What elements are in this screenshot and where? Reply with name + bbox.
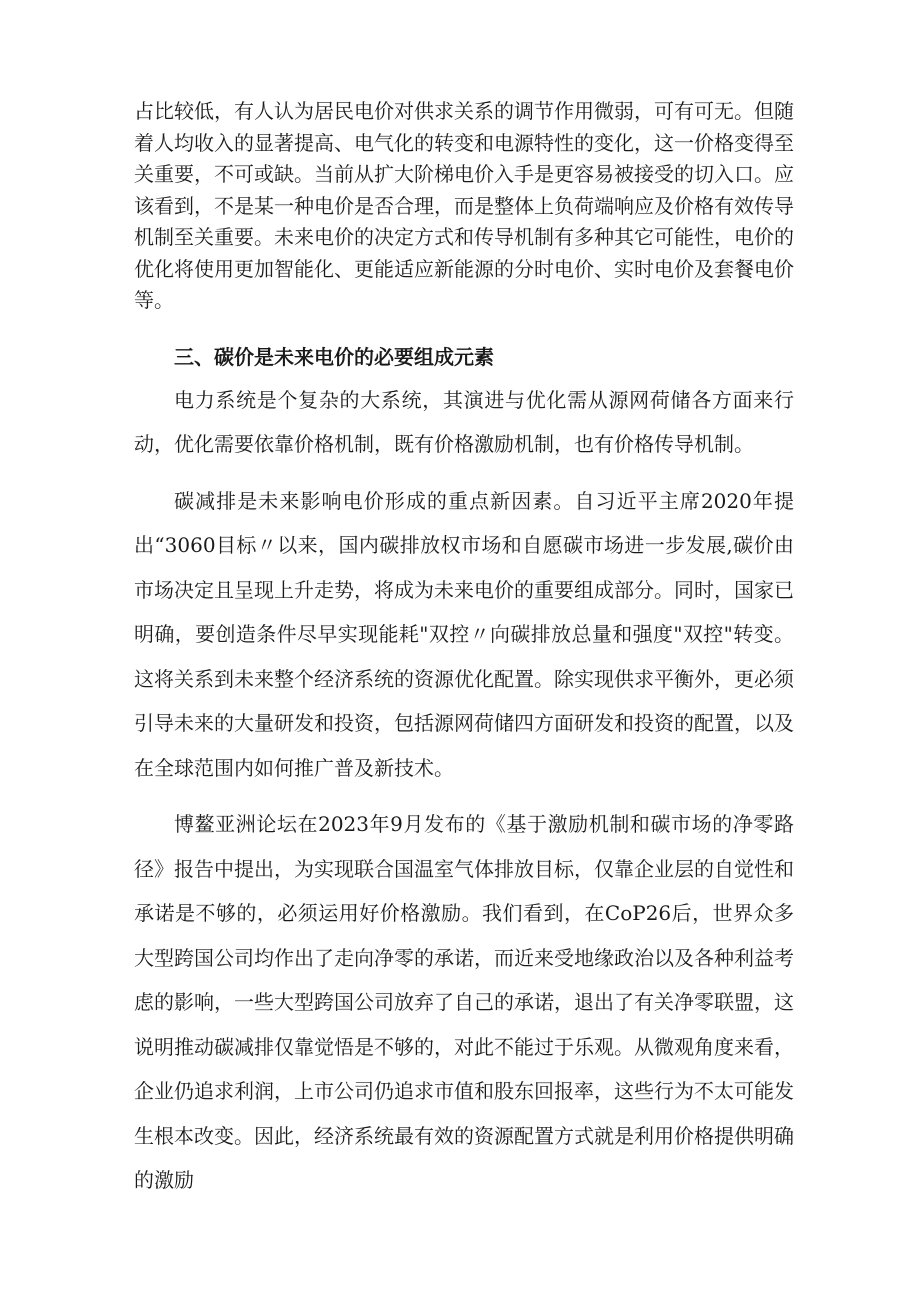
paragraph-carbon-reduction: 碳减排是未来影响电价形成的重点新因素。自习近平主席2020年提出“3060目标〃以来，国内碳排放权市场和自愿碳市场进一步发展,碳价由市场决定且呈现上升走势，将成为未来电价的重要组成部分。同时，国家已明确，要创造条件尽早实现能耗"双控〃向碳排放总量和强度"双控"转变。这将关系到未来整个经济系统的资源优化配置。除实现供求平衡外，更必须引导未来的大量研发和投资，包括源网荷储四方面研发和投资的配置，以及在全球范围内如何推广普及新技术。 (134, 488, 794, 780)
section-heading: 三、碳价是未来电价的必要组成元素 (174, 344, 494, 369)
document-body (134, 96, 794, 1203)
paragraph-boao-forum: 博鳌亚洲论坛在2023年9月发布的《基于激励机制和碳市场的净零路径》报告中提出，为实现联合国温室气体排放目标，仅靠企业层的自觉性和承诺是不够的，必须运用好价格激励。我们看到，在CoP26后，世界众多大型跨国公司均作出了走向净零的承诺，而近来受地缘政治以及各种利益考虑的影响，一些大型跨国公司放弃了自己的承诺，退出了有关净零联盟，这说明推动碳减排仅靠觉悟是不够的，对此不能过于乐观。从微观角度来看，企业仍追求利润，上市公司仍追求市值和股东回报率，这些行为不太可能发生根本改变。因此，经济系统最有效的资源配置方式就是利用价格提供明确的激励 (134, 812, 794, 1192)
paragraph-power-system: 电力系统是个复杂的大系统，其演进与优化需从源网荷储各方面来行动，优化需要依靠价格机制，既有价格激励机制，也有价格传导机制。 (134, 387, 794, 456)
continuation-paragraph: 占比较低，有人认为居民电价对供求关系的调节作用微弱，可有可无。但随着人均收入的显著提高、电气化的转变和电源特性的变化，这一价格变得至关重要，不可或缺。当前从扩大阶梯电价入手是更容易被接受的切入口。应该看到，不是某一种电价是否合理，而是整体上负荷端响应及价格有效传导机制至关重要。未来电价的决定方式和传导机制有多种其它可能性，电价的优化将使用更加智能化、更能适应新能源的分时电价、实时电价及套餐电价等。 (134, 99, 794, 312)
